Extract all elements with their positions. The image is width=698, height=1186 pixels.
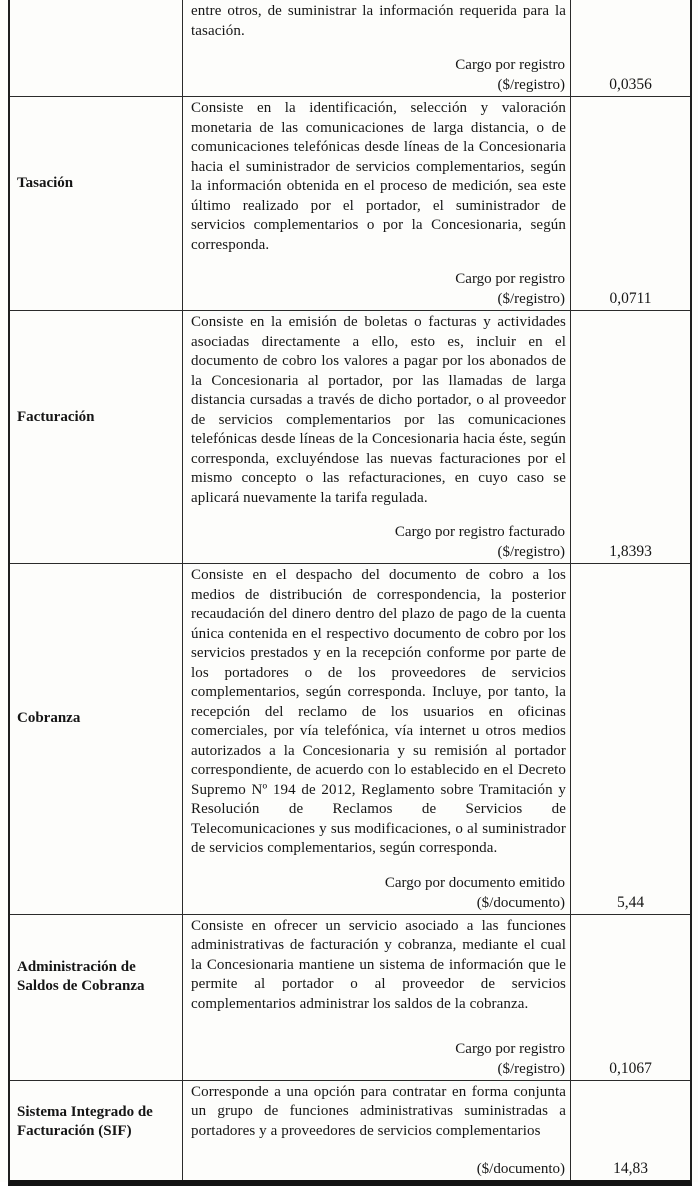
charge-unit: ($/registro) xyxy=(497,291,565,307)
tariff-value-cell xyxy=(571,0,690,96)
tariff-value-cell xyxy=(571,1081,690,1180)
service-description-cell xyxy=(183,1081,571,1180)
service-name: Tasación xyxy=(17,175,74,191)
charge-label: Cargo por registro xyxy=(455,1040,565,1057)
charge-label: Cargo por documento emitido xyxy=(384,874,565,891)
service-name-cell xyxy=(10,97,183,310)
service-description: Consiste en la emisión de boletas o facturas y actividades asociadas directamente a ello, esto es, incluir en el documento de cobro los valores a pagar por los abonados de la Concesionaria al portador, por las llamadas de larga distancia cursadas a través de dicho portador, o al proveedor de servicios complementarios por las comunicaciones telefónicas desde líneas de la Concesionaria hacia éste, según corresponda, excluyéndose las nuevas facturaciones por el mismo concepto o las refacturaciones, en cuyo caso se aplicará nuevamente la tarifa regulada. xyxy=(191,314,566,506)
service-name: Administración de Saldos de Cobranza xyxy=(17,959,145,994)
table-row xyxy=(10,914,690,1080)
charge-unit: ($/registro) xyxy=(497,544,565,560)
service-name: Sistema Integrado de Facturación (SIF) xyxy=(17,1104,153,1139)
tariff-value-cell xyxy=(571,311,690,563)
charge-block xyxy=(191,508,566,562)
service-name-cell xyxy=(10,564,183,914)
tariff-table xyxy=(8,0,692,1186)
tariff-value-cell xyxy=(571,915,690,1080)
tariff-value: 0,0356 xyxy=(609,76,652,93)
table-row xyxy=(10,1080,690,1180)
charge-block xyxy=(191,255,566,309)
table-row xyxy=(10,563,690,914)
tariff-value: 1,8393 xyxy=(609,543,652,560)
charge-label: Cargo por registro facturado xyxy=(394,524,565,540)
service-description-cell xyxy=(183,915,571,1080)
charge-block xyxy=(191,859,566,913)
service-description: Consiste en el despacho del documento de cobro a los medios de distribución de correspondencia, la posterior recaudación del dinero dentro del plazo de pago de la cuenta única contenida en el respectivo documento de cobro por los servicios prestados y en la recepción conforme por parte de los portadores o de los proveedores de servicios complementarios, según corresponda. Incluye, por tanto, la recepción del reclamo de los usuarios en oficinas comerciales, por vía telefónica, vía internet u otros medios autorizados a la Concesionaria y su remisión al portador correspondiente, de acuerdo con lo establecido en el Decreto Supremo Nº 194 de 2012, Reglamento sobre Tramitación y Resolución de Reclamos de Servicios de Telecomunicaciones y sus modificaciones, o al suministrador de servicios complementarios, según corresponda. xyxy=(191,567,566,856)
service-description-cell xyxy=(183,311,571,563)
charge-unit: ($/registro) xyxy=(497,77,565,93)
service-description: Corresponde a una opción para contratar en forma conjunta un grupo de funciones administrativas suministradas a portadores y a proveedores de servicios complementarios xyxy=(191,1083,566,1139)
service-name-cell xyxy=(10,311,183,563)
tariff-value: 0,1067 xyxy=(609,1059,652,1077)
service-description: Consiste en ofrecer un servicio asociado a las funciones administrativas de facturación y cobranza, mediante el cual la Concesionaria mantiene un sistema de información que le permite al portador o al proveedor de servicios complementarios administrar los saldos de la cobranza. xyxy=(191,917,566,1012)
service-description: entre otros, de suministrar la información requerida para la tasación. xyxy=(191,3,566,39)
charge-block xyxy=(191,1025,566,1079)
service-name-cell xyxy=(10,1081,183,1180)
tariff-value-cell xyxy=(571,97,690,310)
tariff-value: 0,0711 xyxy=(609,290,652,307)
tariff-value: 14,83 xyxy=(613,1159,648,1177)
service-description-cell xyxy=(183,564,571,914)
charge-block xyxy=(191,1145,566,1179)
tariff-value-cell xyxy=(571,564,690,914)
service-description-cell xyxy=(183,0,571,96)
service-name: Facturación xyxy=(17,408,95,425)
tariff-value: 5,44 xyxy=(616,893,645,911)
service-name-cell xyxy=(10,0,183,96)
service-name-cell xyxy=(10,915,183,1080)
charge-unit: ($/documento) xyxy=(476,894,565,911)
charge-unit: ($/registro) xyxy=(497,1060,565,1077)
service-description-cell xyxy=(183,97,571,310)
table-row xyxy=(10,96,690,310)
table-row xyxy=(10,0,690,96)
charge-block xyxy=(191,41,566,95)
service-description: Consiste en la identificación, selección y valoración monetaria de las comunicaciones de larga distancia, o de comunicaciones telefónicas desde líneas de la Concesionaria hacia el suministrador de servicios complementarios, según la información obtenida en el proceso de medición, sea este último realizado por el portador, el suministrador de servicios complementarios o por la Concesionaria, según corresponda. xyxy=(191,100,566,253)
charge-label: Cargo por registro xyxy=(455,57,565,73)
charge-unit: ($/documento) xyxy=(476,1160,565,1177)
table-row xyxy=(10,310,690,563)
service-name: Cobranza xyxy=(17,710,81,727)
charge-label: Cargo por registro xyxy=(455,271,565,287)
